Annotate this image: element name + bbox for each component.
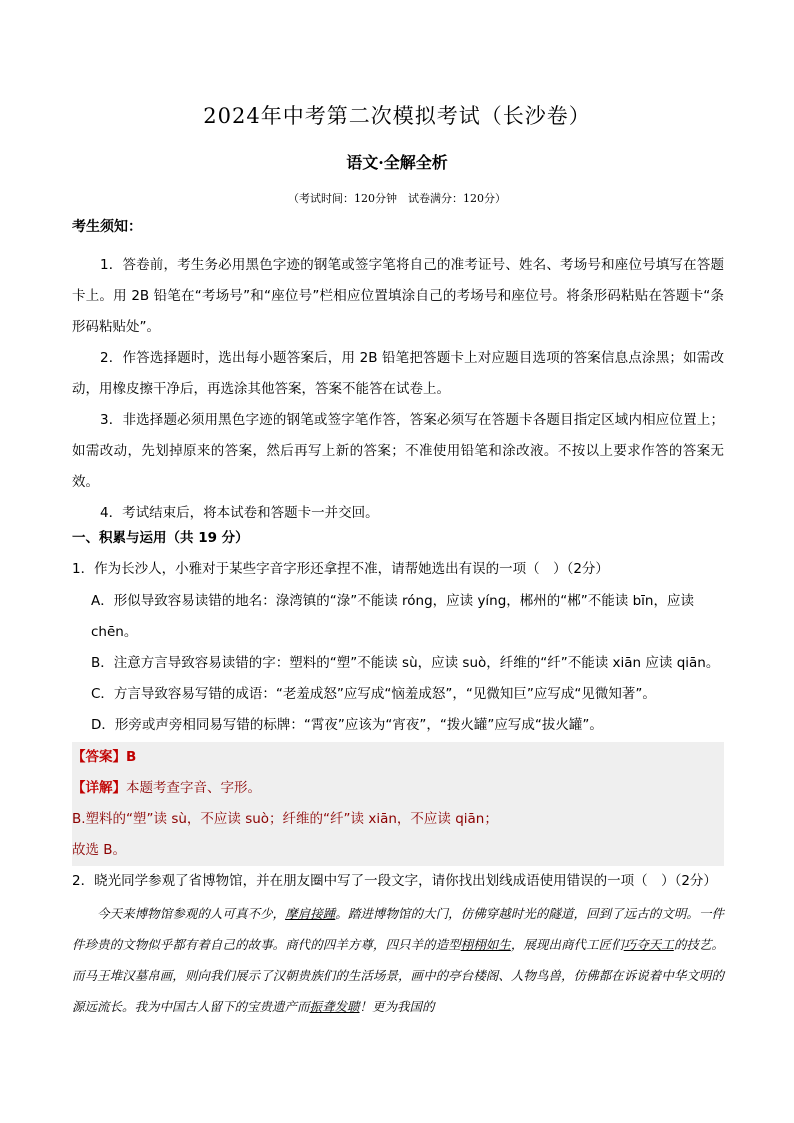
passage-text: ，展现出商代工匠们: [510, 937, 624, 952]
underlined-idiom: 栩栩如生: [460, 937, 511, 952]
notice-item: 3．非选择题必须用黑色字迹的钢笔或签字笔作答，答案必须写在答题卡各题目指定区域内相应位置上；如需改动，先划掉原来的答案，然后再写上新的答案；不准使用铅笔和涂改液。不按以上要求作答的答案无效。: [72, 412, 724, 490]
conclusion-line: 故选 B。: [72, 842, 127, 858]
passage-text: ！更为我国的: [359, 999, 435, 1014]
question-1-option-c: C．方言导致容易写错的成语：“老羞成怒”应写成“恼羞成怒”，“见微知巨”应写成“见微知著”。: [91, 686, 656, 702]
page-title: 2024年中考第二次模拟考试（长沙卷）: [203, 104, 591, 128]
detail-text: 本题考查字音、字形。: [126, 780, 261, 796]
section-heading: 一、积累与运用（共 19 分）: [72, 530, 249, 546]
passage-text: 的技艺。而马王堆汉墓帛画，则向我们展示了汉朝贵族们的生活场景，画中的亭台楼阁、人物鸟兽，仿佛都在诉说着中华文明的源远流长。我为中国古人留下的宝贵遗产而: [72, 937, 724, 1014]
answer-block: [72, 742, 724, 866]
notice-item: 4．考试结束后，将本试卷和答题卡一并交回。: [100, 505, 379, 521]
underlined-idiom: 摩肩接踵: [285, 906, 336, 921]
page-subtitle: 语文·全解全析: [346, 153, 448, 172]
notice-item: 2．作答选择题时，选出每小题答案后，用 2B 铅笔把答题卡上对应题目选项的答案信息点涂黑；如需改动，用橡皮擦干净后，再选涂其他答案，答案不能答在试卷上。: [72, 350, 724, 397]
notice-item: 1．答卷前，考生务必用黑色字迹的钢笔或签字笔将自己的准考证号、姓名、考场号和座位号填写在答题卡上。用 2B 铅笔在“考场号”和“座位号”栏相应位置填涂自己的考场号和座位号。将条形码粘贴在答题卡“条形码粘贴处”。: [72, 257, 724, 335]
question-2-passage: [72, 898, 724, 1022]
question-1-option-d: D．形旁或声旁相同易写错的标牌：“霄夜”应该为“宵夜”，“拨火罐”应写成“拔火罐”。: [91, 717, 603, 733]
question-2-stem: 2．晓光同学参观了省博物馆，并在朋友圈中写了一段文字，请你找出划线成语使用错误的一项（ ）（2分）: [72, 873, 717, 889]
question-1-stem: 1．作为长沙人，小雅对于某些字音字形还拿捏不准，请帮她选出有误的一项（ ）（2分）: [72, 561, 609, 577]
detail-line: [72, 773, 724, 804]
exam-time-info: （考试时间：120分钟 试卷满分：120分）: [288, 192, 506, 205]
detail-tag: 【详解】: [72, 780, 126, 796]
underlined-idiom: 振聋发聩: [309, 999, 360, 1014]
passage-text: 今天来博物馆参观的人可真不少，: [97, 906, 286, 921]
underlined-idiom: 巧夺天工: [623, 937, 674, 952]
answer-line: [72, 742, 724, 773]
answer-value: B: [126, 749, 137, 765]
question-1-option-b: B．注意方言导致容易读错的字：塑料的“塑”不能读 sù，应读 suò，纤维的“纤”不能读 xiān 应读 qiān。: [91, 655, 720, 671]
explanation-line: B.塑料的“塑”读 sù，不应读 suò；纤维的“纤”读 xiān，不应读 qiān；: [72, 811, 498, 827]
notice-heading: 考生须知：: [72, 219, 142, 235]
passage-text: 。踏进博物馆的大门，仿佛穿越时光的隧道，回到了远古的文明。一件件珍贵的文物似乎都有着自己的故事。商代的四羊方尊，四只羊的造型: [72, 906, 724, 952]
answer-tag: 【答案】: [72, 749, 126, 765]
question-1-option-a: A．形似导致容易读错的地名：淥湾镇的“淥”不能读 róng，应读 yíng，郴州的“郴”不能读 bīn，应读 chēn。: [91, 593, 694, 640]
